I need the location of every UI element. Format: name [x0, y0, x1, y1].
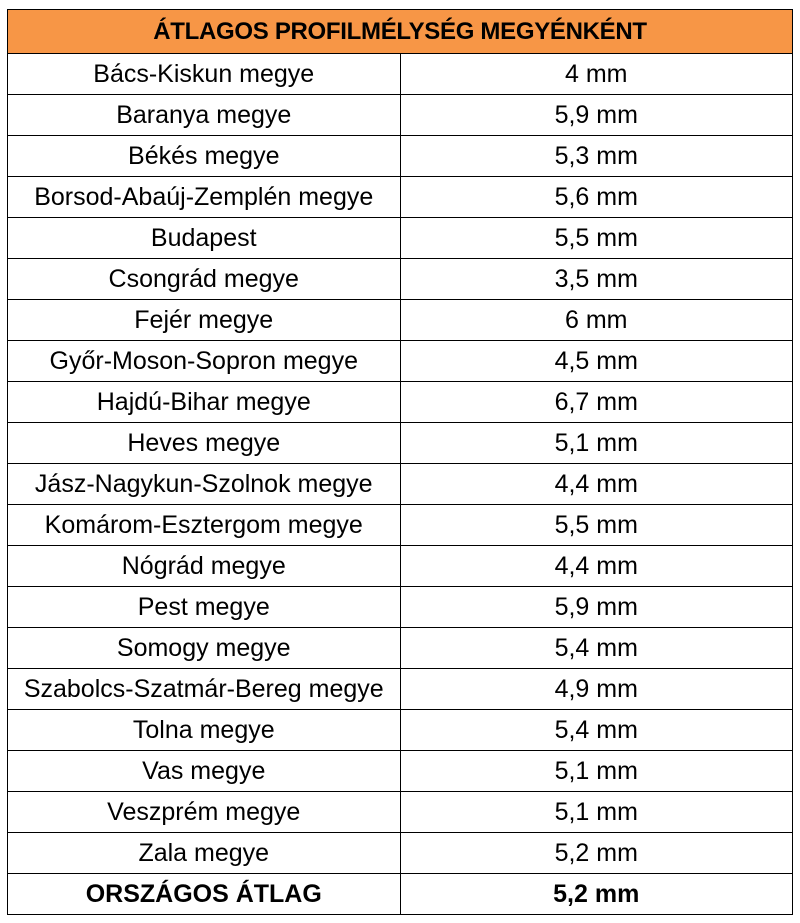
table-row	[8, 54, 793, 95]
profile-depth-cell: 4,5 mm	[400, 341, 793, 382]
table-row	[8, 587, 793, 628]
table-row	[8, 464, 793, 505]
profile-depth-table-container	[7, 9, 793, 915]
profile-depth-cell: 5,3 mm	[400, 136, 793, 177]
total-value: 5,2 mm	[400, 874, 793, 915]
county-name-cell: Hajdú-Bihar megye	[8, 382, 401, 423]
profile-depth-cell: 6 mm	[400, 300, 793, 341]
table-row	[8, 669, 793, 710]
county-name-cell: Bács-Kiskun megye	[8, 54, 401, 95]
profile-depth-cell: 5,2 mm	[400, 833, 793, 874]
profile-depth-cell: 5,4 mm	[400, 710, 793, 751]
county-name-cell: Csongrád megye	[8, 259, 401, 300]
profile-depth-cell: 4,9 mm	[400, 669, 793, 710]
profile-depth-cell: 5,1 mm	[400, 423, 793, 464]
table-row	[8, 505, 793, 546]
table-row	[8, 423, 793, 464]
table-row	[8, 382, 793, 423]
county-name-cell: Zala megye	[8, 833, 401, 874]
table-row	[8, 751, 793, 792]
county-name-cell: Jász-Nagykun-Szolnok megye	[8, 464, 401, 505]
county-name-cell: Baranya megye	[8, 95, 401, 136]
profile-depth-cell: 5,5 mm	[400, 505, 793, 546]
table-row	[8, 833, 793, 874]
profile-depth-cell: 3,5 mm	[400, 259, 793, 300]
table-row	[8, 628, 793, 669]
table-row	[8, 218, 793, 259]
county-name-cell: Budapest	[8, 218, 401, 259]
table-row	[8, 259, 793, 300]
profile-depth-cell: 5,1 mm	[400, 751, 793, 792]
table-row	[8, 300, 793, 341]
county-name-cell: Pest megye	[8, 587, 401, 628]
profile-depth-cell: 4,4 mm	[400, 546, 793, 587]
table-row	[8, 177, 793, 218]
table-row	[8, 710, 793, 751]
county-name-cell: Fejér megye	[8, 300, 401, 341]
table-row	[8, 792, 793, 833]
county-name-cell: Vas megye	[8, 751, 401, 792]
profile-depth-cell: 5,4 mm	[400, 628, 793, 669]
profile-depth-cell: 5,9 mm	[400, 587, 793, 628]
profile-depth-cell: 5,6 mm	[400, 177, 793, 218]
county-name-cell: Heves megye	[8, 423, 401, 464]
county-name-cell: Békés megye	[8, 136, 401, 177]
total-label: ORSZÁGOS ÁTLAG	[8, 874, 401, 915]
table-row	[8, 546, 793, 587]
profile-depth-cell: 4,4 mm	[400, 464, 793, 505]
profile-depth-cell: 5,1 mm	[400, 792, 793, 833]
county-name-cell: Komárom-Esztergom megye	[8, 505, 401, 546]
county-name-cell: Borsod-Abaúj-Zemplén megye	[8, 177, 401, 218]
county-name-cell: Somogy megye	[8, 628, 401, 669]
profile-depth-cell: 4 mm	[400, 54, 793, 95]
table-body	[8, 54, 793, 874]
table-row	[8, 95, 793, 136]
county-name-cell: Nógrád megye	[8, 546, 401, 587]
profile-depth-cell: 5,9 mm	[400, 95, 793, 136]
county-name-cell: Győr-Moson-Sopron megye	[8, 341, 401, 382]
county-name-cell: Szabolcs-Szatmár-Bereg megye	[8, 669, 401, 710]
county-name-cell: Veszprém megye	[8, 792, 401, 833]
profile-depth-cell: 5,5 mm	[400, 218, 793, 259]
county-name-cell: Tolna megye	[8, 710, 401, 751]
profile-depth-cell: 6,7 mm	[400, 382, 793, 423]
profile-depth-table	[7, 9, 793, 915]
table-row	[8, 341, 793, 382]
total-row	[8, 874, 793, 915]
table-row	[8, 136, 793, 177]
header-row	[8, 10, 793, 54]
table-title: ÁTLAGOS PROFILMÉLYSÉG MEGYÉNKÉNT	[8, 10, 793, 54]
